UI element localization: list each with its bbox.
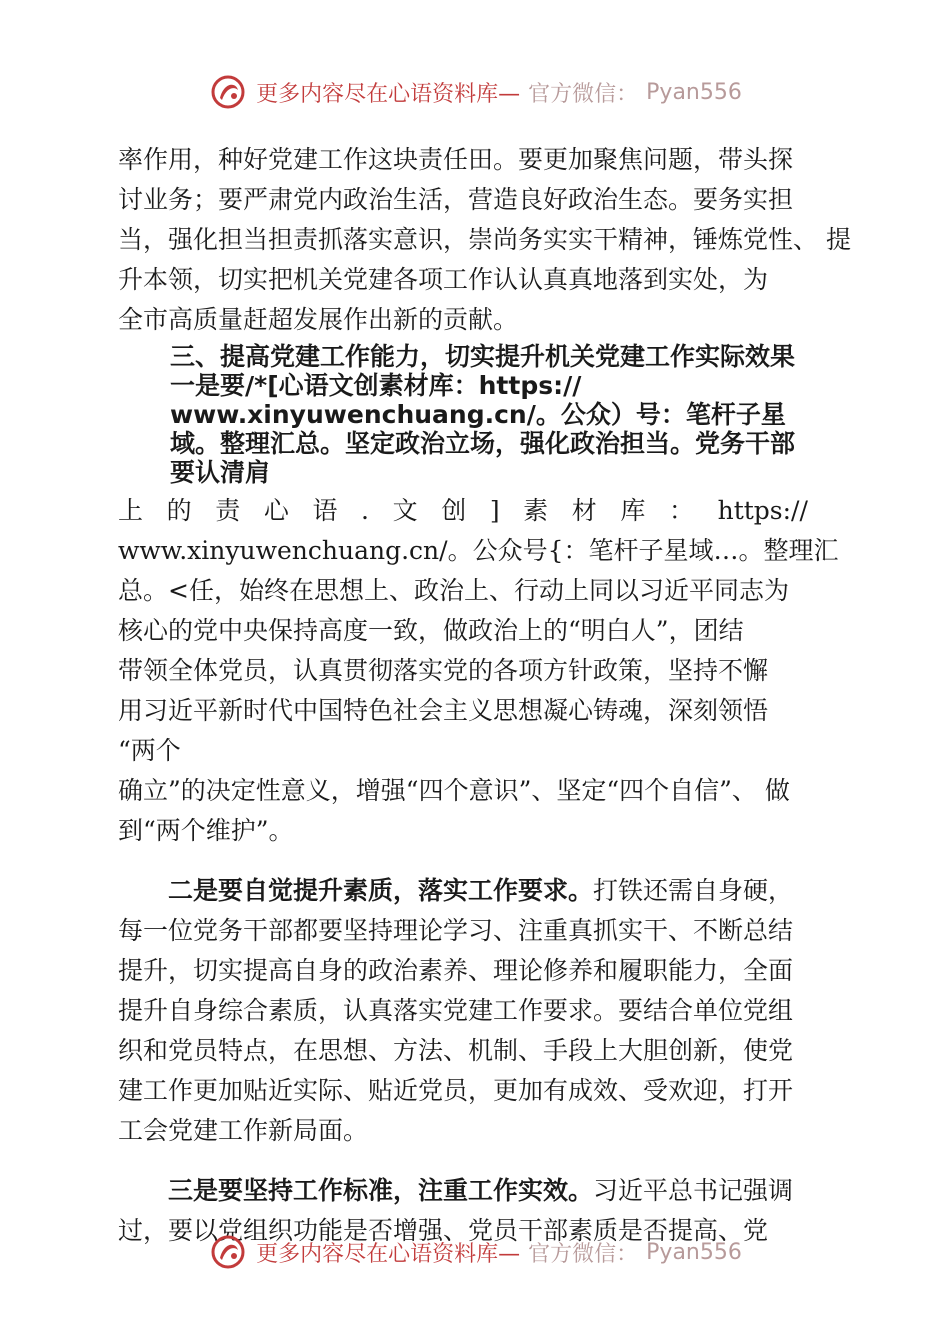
text-line: 全市高质量赶超发展作出新的贡献。 (118, 305, 519, 334)
text-line: 讨业务；要严肃党内政治生活，营造良好政治生态。要务实担 (118, 185, 794, 214)
paragraph-lead: 三是要坚持工作标准，注重工作实效。 (168, 1176, 594, 1205)
text-line: 提升，切实提高自身的政治素养、理论修养和履职能力，全面 (118, 956, 794, 985)
watermark-text: 更多内容尽在心语资料库— (256, 81, 521, 107)
text-line (118, 1171, 858, 1211)
text-line: “两个 (118, 736, 181, 765)
text-line: 到“两个维护”。 (118, 816, 294, 845)
text-line (118, 871, 858, 911)
text-line: 织和党员特点，在思想、方法、机制、手段上大胆创新，使党 (118, 1036, 794, 1065)
spaced-char: ： (669, 496, 695, 525)
swirl-logo-icon (208, 72, 248, 112)
spaced-char: 库 (620, 496, 646, 525)
text-line: 建工作更加贴近实际、贴近党员，更加有成效、受欢迎，打开 (118, 1076, 794, 1105)
text-line: 确立”的决定性意义，增强“四个意识”、坚定“四个自信”、 做 (118, 776, 790, 805)
watermark-wechat-id: Pyan556 (646, 1239, 742, 1265)
paragraph-text: 打铁还需自身硬， (593, 876, 794, 905)
spaced-char: 心 (263, 496, 289, 525)
watermark-top (0, 72, 950, 112)
watermark-wechat-label: 官方微信： (528, 1241, 639, 1267)
text-line: 总。<任，始终在思想上、政治上、行动上同以习近平同志为 (118, 576, 789, 605)
heading-line: 三、提高党建工作能力，切实提升机关党建工作实际效果 (170, 342, 796, 371)
watermark-wechat-id: Pyan556 (646, 79, 742, 105)
paragraph-text: 习近平总书记强调 (593, 1176, 794, 1205)
spaced-char: 的 (166, 496, 192, 525)
watermark-text: 更多内容尽在心语资料库— (256, 1241, 521, 1267)
spaced-char: . (361, 496, 369, 525)
text-line: 用习近平新时代中国特色社会主义思想凝心铸魂，深刻领悟 (118, 696, 769, 725)
spaced-char: 文 (392, 496, 418, 525)
text-line: 过，要以党组织功能是否增强、党员干部素质是否提高、党 (118, 1216, 769, 1245)
paragraph-1 (118, 140, 858, 340)
text-line: 提升自身综合素质，认真落实党建工作要求。要结合单位党组 (118, 996, 794, 1025)
watermark-wechat-label: 官方微信： (528, 81, 639, 107)
text-line: www.xinyuwenchuang.cn/。公众号{：笔杆子星域…。整理汇 (118, 536, 839, 565)
spaced-char: 素 (523, 496, 549, 525)
document-body (118, 140, 858, 1251)
text-line: 核心的党中央保持高度一致，做政治上的“明白人”，团结 (118, 616, 744, 645)
spaced-char: 材 (571, 496, 597, 525)
spaced-text-line (118, 491, 858, 531)
paragraph-3 (118, 871, 858, 1151)
spaced-char: 创 (441, 496, 467, 525)
spaced-char: 语 (312, 496, 338, 525)
text-line: 每一位党务干部都要坚持理论学习、注重真抓实干、不断总结 (118, 916, 794, 945)
text-line: 率作用，种好党建工作这块责任田。要更加聚焦问题，带头探 (118, 145, 794, 174)
section-heading (118, 342, 858, 487)
text-line: 带领全体党员，认真贯彻落实党的各项方针政策，坚持不懈 (118, 656, 769, 685)
swirl-logo-icon (208, 1232, 248, 1272)
spaced-char: https:// (717, 496, 808, 525)
heading-line: www.xinyuwenchuang.cn/。公众）号：笔杆子星 (170, 400, 786, 429)
text-line: 工会党建工作新局面。 (118, 1116, 369, 1145)
spaced-char: 责 (215, 496, 241, 525)
heading-line: 域。整理汇总。坚定政治立场，强化政治担当。党务干部 (170, 429, 796, 458)
heading-line: 要认清肩 (170, 458, 271, 487)
watermark-bottom (0, 1232, 950, 1272)
text-line: 当，强化担当担责抓落实意识，崇尚务实实干精神，锤炼党性、 提 (118, 225, 851, 254)
paragraph-2 (118, 531, 858, 851)
paragraph-lead: 二是要自觉提升素质，落实工作要求。 (168, 876, 594, 905)
heading-line: 一是要/*[心语文创素材库：https:// (170, 371, 582, 400)
spaced-char: 上 (118, 496, 144, 525)
text-line: 升本领，切实把机关党建各项工作认认真真地落到实处，为 (118, 265, 769, 294)
spaced-char: ] (489, 496, 500, 525)
